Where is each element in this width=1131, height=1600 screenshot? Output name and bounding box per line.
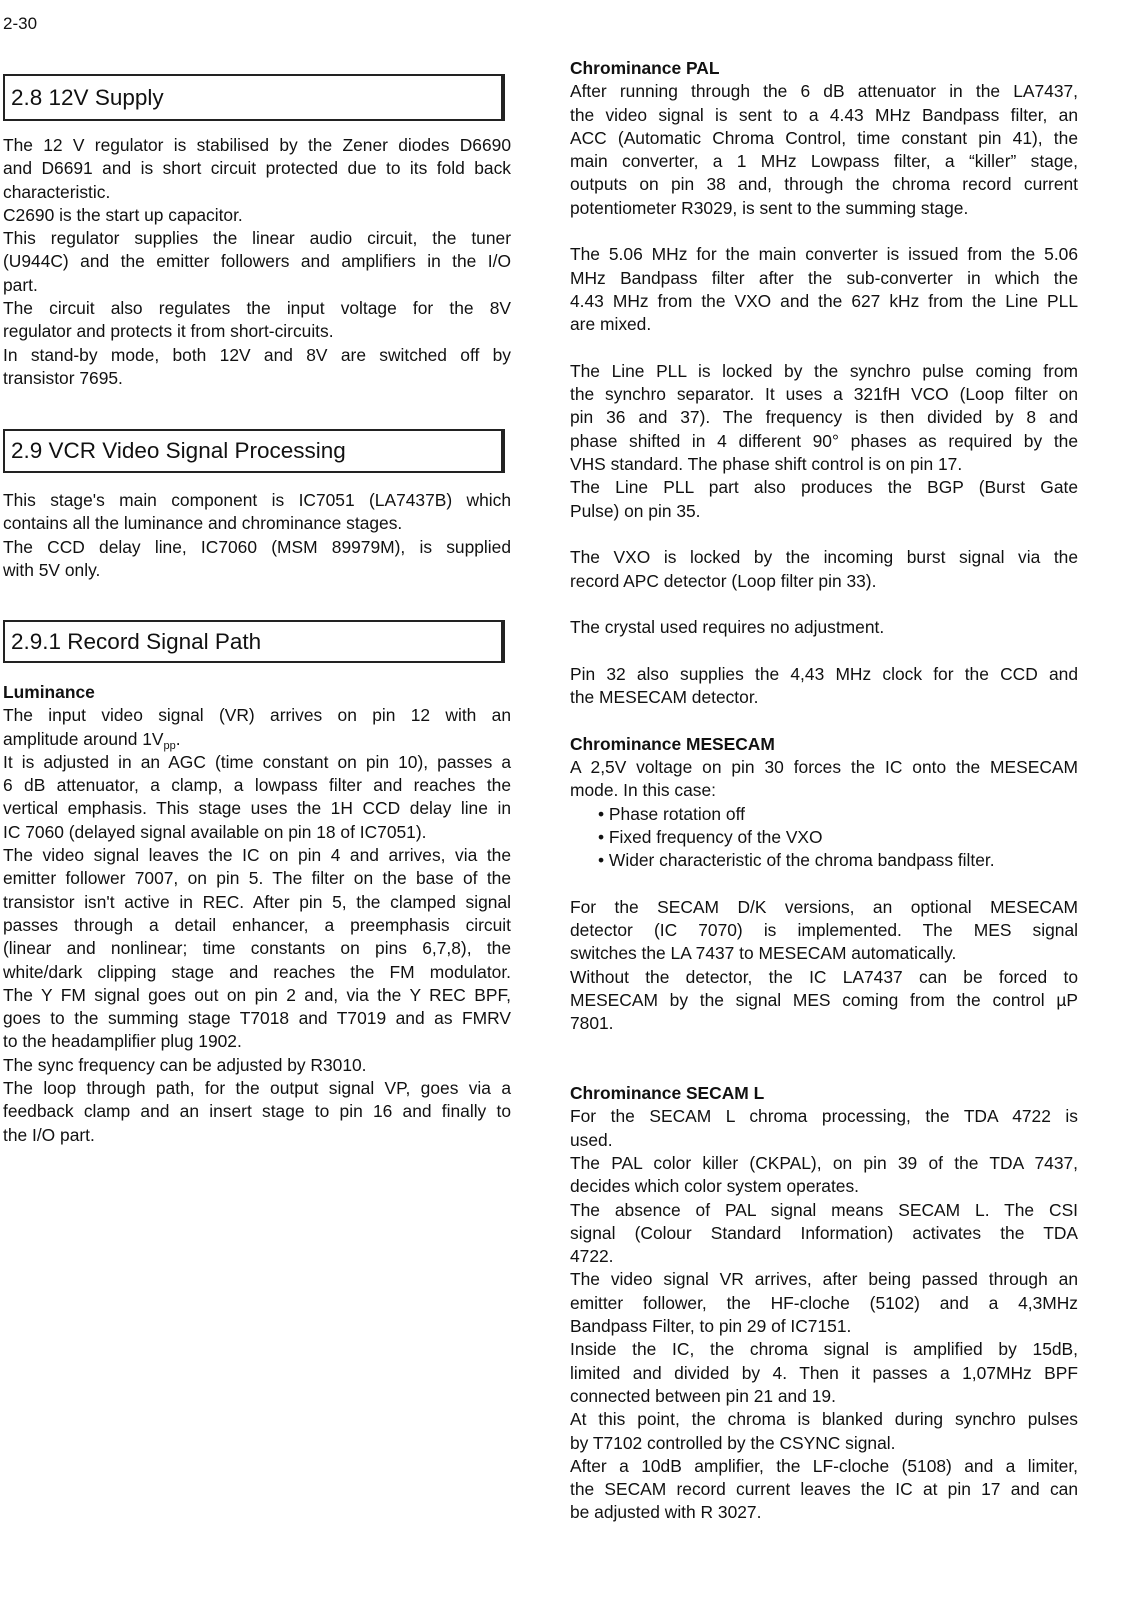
text-line: ACC (Automatic Chroma Control, time constant pin 41), the xyxy=(570,127,1078,148)
text-line: 4722. xyxy=(570,1246,614,1267)
text-line: to the headamplifier plug 1902. xyxy=(3,1031,242,1052)
text-line: with 5V only. xyxy=(3,559,101,580)
section-heading-record-signal-path: 2.9.1 Record Signal Path xyxy=(3,620,505,663)
paragraph xyxy=(3,536,511,583)
text-line: limited and divided by 4. Then it passes a 1,07MHz BPF xyxy=(570,1362,1078,1383)
paragraph xyxy=(570,1199,1078,1269)
text-line: mode. In this case: xyxy=(570,780,716,801)
text-line: The loop through path, for the output signal VP, goes via a xyxy=(3,1078,511,1099)
text-line: the SECAM record current leaves the IC at pin 17 and can xyxy=(570,1479,1078,1500)
text-line: This stage's main component is IC7051 (LA7437B) which xyxy=(3,490,511,510)
paragraph xyxy=(3,1077,511,1147)
text-line: 7801. xyxy=(570,1013,614,1034)
text-line: This regulator supplies the linear audio circuit, the tuner xyxy=(3,228,511,249)
paragraph xyxy=(570,243,1078,336)
text-line: The crystal used requires no adjustment. xyxy=(570,617,885,638)
text-line: IC 7060 (delayed signal available on pin 18 of IC7051). xyxy=(3,821,427,842)
text-line: The input video signal (VR) arrives on pin 12 with an xyxy=(3,705,511,726)
text-line: emitter follower, the HF-cloche (5102) and a 4,3MHz xyxy=(570,1292,1078,1313)
subheading-luminance: Luminance xyxy=(3,682,95,702)
text-line: and D6691 and is short circuit protected due to its fold back xyxy=(3,158,511,179)
text-line: The absence of PAL signal means SECAM L. The CSI xyxy=(570,1199,1078,1220)
right-column xyxy=(570,57,1078,1525)
paragraph xyxy=(570,756,1078,803)
paragraph xyxy=(3,204,511,227)
text-line: vertical emphasis. This stage uses the 1H CCD delay line in xyxy=(3,798,511,819)
paragraph xyxy=(570,1105,1078,1152)
paragraph xyxy=(570,1268,1078,1338)
text-line: It is adjusted in an AGC (time constant on pin 10), passes a xyxy=(3,751,511,772)
paragraph xyxy=(570,663,1078,710)
text-line: The Line PLL part also produces the BGP (Burst Gate xyxy=(570,477,1078,498)
paragraph xyxy=(570,476,1078,523)
text-line: (U944C) and the emitter followers and amplifiers in the I/O xyxy=(3,251,511,272)
text-line: The video signal leaves the IC on pin 4 and arrives, via the xyxy=(3,845,511,866)
text-line: Without the detector, the IC LA7437 can be forced to xyxy=(570,966,1078,987)
text-line: The VXO is locked by the incoming burst signal via the xyxy=(570,547,1078,568)
text-line: The CCD delay line, IC7060 (MSM 89979M), is supplied xyxy=(3,536,511,557)
text-line: For the SECAM D/K versions, an optional MESECAM xyxy=(570,896,1078,917)
text-line: signal (Colour Standard Information) activates the TDA xyxy=(570,1222,1078,1243)
text-line: A 2,5V voltage on pin 30 forces the IC onto the MESECAM xyxy=(570,756,1078,777)
paragraph xyxy=(570,1338,1078,1408)
paragraph xyxy=(570,616,1078,639)
section-heading-12v-supply: 2.8 12V Supply xyxy=(3,74,505,121)
text-line: The PAL color killer (CKPAL), on pin 39 of the TDA 7437, xyxy=(570,1152,1078,1173)
bullet-item: • Phase rotation off xyxy=(598,803,745,824)
text-line: The Line PLL is locked by the synchro pulse coming from xyxy=(570,360,1078,381)
text-line: switches the LA 7437 to MESECAM automatically. xyxy=(570,943,957,964)
paragraph xyxy=(3,489,511,536)
subheading-chrominance-secam-l: Chrominance SECAM L xyxy=(570,1083,765,1104)
page-number: 2-30 xyxy=(3,14,38,33)
text-line: The Y FM signal goes out on pin 2 and, via the Y REC BPF, xyxy=(3,984,511,1005)
text-line: detector (IC 7070) is implemented. The MES signal xyxy=(570,919,1078,940)
text-line: outputs on pin 38 and, through the chroma record current xyxy=(570,174,1078,195)
text-line: 6 dB attenuator, a clamp, a lowpass filter and reaches the xyxy=(3,775,511,796)
subheading-chrominance-pal: Chrominance PAL xyxy=(570,58,720,78)
text-line: are mixed. xyxy=(570,314,652,335)
text-line: In stand-by mode, both 12V and 8V are switched off by xyxy=(3,344,511,365)
section-vcr-video-body xyxy=(3,489,511,582)
text-line: 4.43 MHz from the VXO and the 627 kHz from the Line PLL xyxy=(570,290,1078,311)
subheading-chrominance-mesecam: Chrominance MESECAM xyxy=(570,733,775,754)
text-line: part. xyxy=(3,274,38,295)
paragraph xyxy=(570,896,1078,966)
text-line: main converter, a 1 MHz Lowpass filter, a “killer” stage, xyxy=(570,151,1078,172)
text-line: potentiometer R3029, is sent to the summing stage. xyxy=(570,197,969,218)
paragraph xyxy=(570,80,1078,220)
text-line: Bandpass Filter, to pin 29 of IC7151. xyxy=(570,1316,852,1337)
text-line: used. xyxy=(570,1129,613,1150)
text-line: be adjusted with R 3027. xyxy=(570,1502,762,1523)
paragraph xyxy=(3,344,511,391)
bullet-item: • Fixed frequency of the VXO xyxy=(598,826,823,847)
text-line: characteristic. xyxy=(3,181,111,202)
paragraph xyxy=(570,966,1078,1036)
text-line: decides which color system operates. xyxy=(570,1176,860,1197)
text-line: the I/O part. xyxy=(3,1124,95,1145)
text-line: VHS standard. The phase shift control is on pin 17. xyxy=(570,454,963,475)
text-line: passes through a detail enhancer, a preemphasis circuit xyxy=(3,914,511,935)
text-line: the video signal is sent to a 4.43 MHz Bandpass filter, an xyxy=(570,104,1078,125)
section-heading-vcr-video: 2.9 VCR Video Signal Processing xyxy=(3,429,505,473)
text-line: MHz Bandpass filter after the sub-converter in which the xyxy=(570,267,1078,288)
paragraph xyxy=(3,297,511,344)
text-line: After running through the 6 dB attenuator in the LA7437, xyxy=(570,81,1078,102)
text-line: white/dark clipping stage and reaches the FM modulator. xyxy=(3,961,511,982)
text-line: emitter follower 7007, on pin 5. The filter on the base of the xyxy=(3,868,511,889)
text-line: The 12 V regulator is stabilised by the Zener diodes D6690 xyxy=(3,135,511,155)
section-12v-supply-body xyxy=(3,134,511,390)
text-line: the synchro separator. It uses a 321fH VCO (Loop filter on xyxy=(570,384,1078,405)
text-line: MESECAM by the signal MES coming from the control µP xyxy=(570,989,1078,1010)
text-line: regulator and protects it from short-circuits. xyxy=(3,321,334,342)
paragraph xyxy=(570,360,1078,476)
text-line: phase shifted in 4 different 90° phases as required by the xyxy=(570,430,1078,451)
text-line: Pulse) on pin 35. xyxy=(570,500,701,521)
text-line: The sync frequency can be adjusted by R3010. xyxy=(3,1054,367,1075)
paragraph xyxy=(3,751,511,844)
text-line: by T7102 controlled by the CSYNC signal. xyxy=(570,1432,896,1453)
text-line: contains all the luminance and chrominance stages. xyxy=(3,513,403,534)
text-line: connected between pin 21 and 19. xyxy=(570,1385,836,1406)
text-line: transistor isn't active in REC. After pin 5, the clamped signal xyxy=(3,891,511,912)
paragraph xyxy=(570,1455,1078,1525)
text-line: record APC detector (Loop filter pin 33). xyxy=(570,570,877,591)
paragraph xyxy=(3,134,511,204)
text-line: pin 36 and 37). The frequency is then divided by 8 and xyxy=(570,407,1078,428)
text-line: feedback clamp and an insert stage to pin 16 and finally to xyxy=(3,1101,511,1122)
text-line: For the SECAM L chroma processing, the TDA 4722 is xyxy=(570,1106,1078,1127)
text-line: Pin 32 also supplies the 4,43 MHz clock for the CCD and xyxy=(570,663,1078,684)
bullet-item: • Wider characteristic of the chroma bandpass filter. xyxy=(598,850,995,871)
text-line: Inside the IC, the chroma signal is amplified by 15dB, xyxy=(570,1339,1078,1360)
text-line: The 5.06 MHz for the main converter is issued from the 5.06 xyxy=(570,244,1078,265)
paragraph xyxy=(570,546,1078,593)
paragraph xyxy=(3,704,511,727)
paragraph xyxy=(570,1152,1078,1199)
paragraph xyxy=(3,1054,511,1077)
text-line: (linear and nonlinear; time constants on pins 6,7,8), the xyxy=(3,938,511,959)
text-line: The video signal VR arrives, after being passed through an xyxy=(570,1269,1078,1290)
paragraph xyxy=(3,227,511,297)
text-line: After a 10dB amplifier, the LF-cloche (5108) and a limiter, xyxy=(570,1455,1078,1476)
text-line: transistor 7695. xyxy=(3,367,123,388)
bullet-list xyxy=(570,803,1078,873)
paragraph xyxy=(3,844,511,1054)
text-line: C2690 is the start up capacitor. xyxy=(3,204,243,225)
text-line: the MESECAM detector. xyxy=(570,687,759,708)
text-line: The circuit also regulates the input voltage for the 8V xyxy=(3,298,511,319)
text-line: At this point, the chroma is blanked during synchro pulses xyxy=(570,1409,1078,1430)
section-record-signal-path-body xyxy=(3,681,511,1147)
paragraph xyxy=(570,1408,1078,1455)
text-line: amplitude around $1V_{pp}$. xyxy=(3,728,181,752)
text-line: goes to the summing stage T7018 and T7019 and as FMRV xyxy=(3,1008,511,1029)
